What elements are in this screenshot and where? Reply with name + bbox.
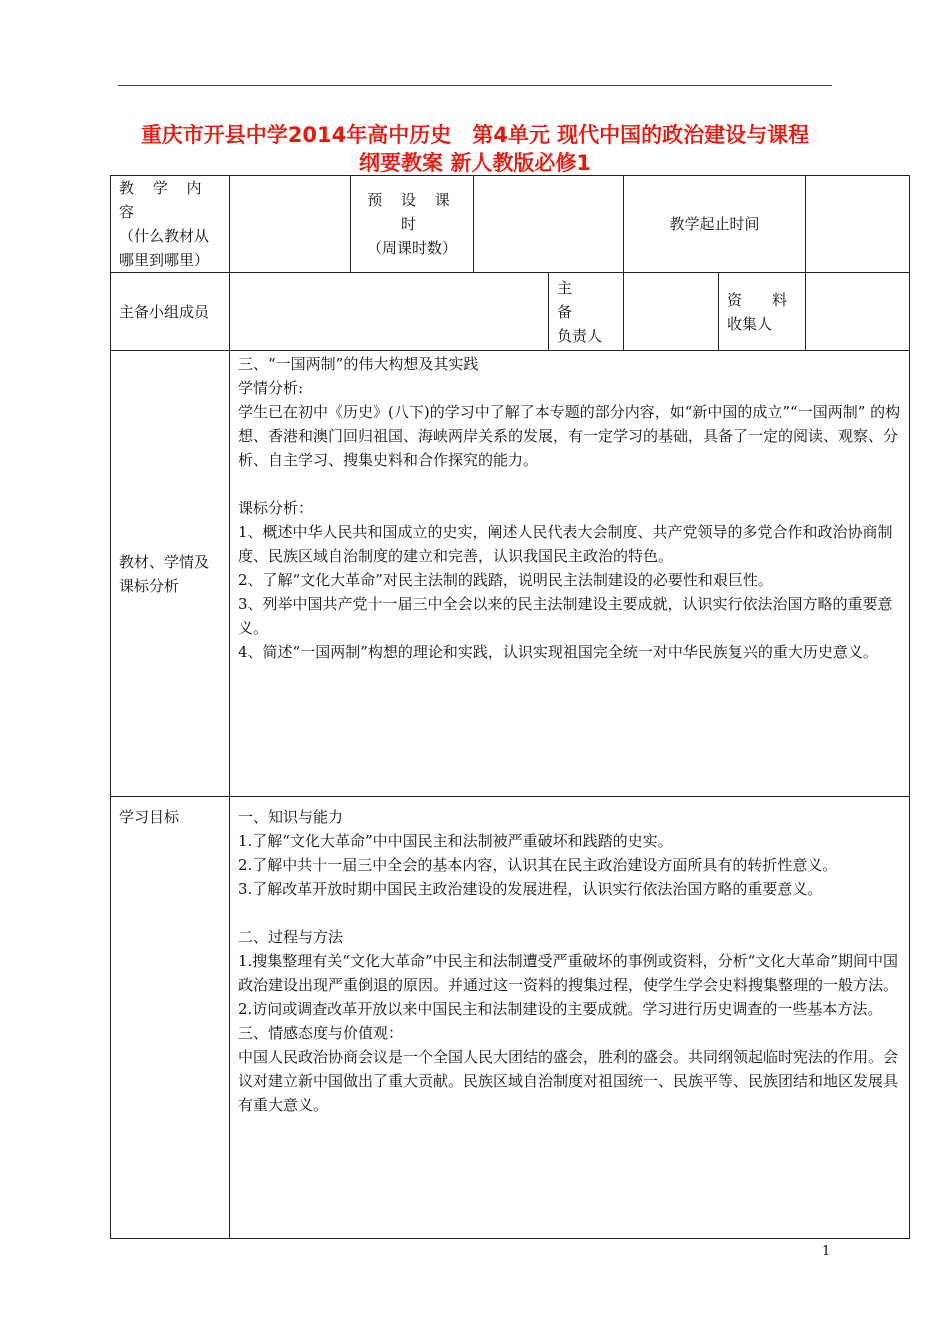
- table-row: [111, 797, 910, 1239]
- title-line-1: 重庆市开县中学2014年高中历史 第4单元 现代中国的政治建设与课程: [140, 123, 810, 147]
- analysis-line: 课标分析：: [238, 499, 314, 517]
- objectives-line: 1.了解“文化大革命”中中国民主和法制被严重破坏和践踏的史实。: [238, 832, 673, 850]
- objectives-line: 三、情感态度与价值观：: [238, 1024, 404, 1042]
- lesson-plan-table: [110, 175, 910, 1239]
- planned-hours-label: 预 设 课 时: [367, 191, 457, 233]
- teaching-time-label-cell: [624, 176, 806, 273]
- header-rule: [118, 85, 832, 86]
- objectives-line: 一、知识与能力: [238, 808, 344, 826]
- collector-label-cell: [719, 273, 806, 351]
- teaching-content-label: 教 学 内 容: [119, 179, 209, 221]
- table-row: [111, 273, 910, 351]
- objectives-label-cell: [111, 797, 230, 1239]
- objectives-line: 2.访问或调查改革开放以来中国民主和法制建设的主要成就。学习进行历史调查的一些基本方法。: [238, 1000, 883, 1018]
- analysis-line: 4、简述“一国两制”构想的理论和实践，认识实现祖国完全统一对中华民族复兴的重大历史意义。: [238, 643, 878, 661]
- members-label-cell: [111, 273, 230, 351]
- analysis-line: 2、了解“文化大革命”对民主法制的践踏，说明民主法制建设的必要性和艰巨性。: [238, 571, 773, 589]
- objectives-line: 二、过程与方法: [238, 928, 344, 946]
- collector-label-2: 收集人: [727, 314, 773, 333]
- teaching-content-sub1: （什么教材从: [119, 227, 210, 245]
- table-row: [111, 176, 910, 273]
- teaching-time-label: 教学起止时间: [669, 215, 760, 233]
- objectives-line: 2.了解中共十一届三中全会的基本内容，认识其在民主政治建设方面所具有的转折性意义。: [238, 856, 838, 874]
- lead-label-2: 负责人: [557, 326, 603, 345]
- objectives-line: 1.搜集整理有关“文化大革命”中民主和法制遭受严重破坏的事例或资料，分析“文化大革命”期间中国政治建设出现严重倒退的原因。并通过这一资料的搜集过程，使学生学会史料搜集整理的一般方法。: [238, 952, 899, 994]
- analysis-label-2: 课标分析: [119, 576, 180, 595]
- analysis-line: 三、“一国两制”的伟大构想及其实践: [238, 355, 479, 373]
- planned-hours-sub: （周课时数）: [366, 239, 457, 257]
- objectives-line: [238, 901, 901, 925]
- document-title: [110, 121, 840, 177]
- table-row: [111, 351, 910, 797]
- planned-hours-value-cell[interactable]: [474, 176, 624, 273]
- teaching-content-sub2: 哪里到哪里）: [119, 251, 210, 269]
- page-number: 1: [822, 1244, 831, 1259]
- collector-value-cell[interactable]: [806, 273, 910, 351]
- lead-label-1: 主 备: [557, 278, 603, 321]
- objectives-line: 中国人民政治协商会议是一个全国人民大团结的盛会，胜利的盛会。共同纲领起临时宪法的作用。会议对建立新中国做出了重大贡献。民族区域自治制度对祖国统一、民族平等、民族团结和地区发展具有重大意义。: [238, 1048, 899, 1114]
- title-line-2: 纲要教案 新人教版必修1: [359, 151, 591, 175]
- analysis-line: 3、列举中国共产党十一届三中全会以来的民主法制建设主要成就，认识实行依法治国方略的重要意义。: [238, 595, 893, 637]
- teaching-time-value-cell[interactable]: [806, 176, 910, 273]
- analysis-line: 学生已在初中《历史》(八下)的学习中了解了本专题的部分内容，如“新中国的成立”“一国两制” 的构想、香港和澳门回归祖国、海峡两岸关系的发展，有一定学习的基础，具备了一定的阅读、观察、分析、自主学习、搜集史料和合作探究的能力。: [238, 403, 901, 469]
- teaching-content-label-cell: [111, 176, 230, 273]
- lead-value-cell[interactable]: [624, 273, 719, 351]
- collector-label-1: 资 料: [727, 290, 788, 309]
- analysis-line: [238, 472, 901, 496]
- analysis-label-cell: [111, 351, 230, 797]
- objectives-label: 学习目标: [119, 808, 180, 826]
- lead-label-cell: [549, 273, 624, 351]
- objectives-line: 3.了解改革开放时期中国民主政治建设的发展进程，认识实行依法治国方略的重要意义。: [238, 880, 823, 898]
- members-value-cell[interactable]: [230, 273, 549, 351]
- teaching-content-value-cell[interactable]: [230, 176, 351, 273]
- analysis-line: 学情分析:: [238, 379, 304, 397]
- analysis-content-cell: [230, 351, 910, 797]
- planned-hours-label-cell: [351, 176, 474, 273]
- analysis-line: 1、概述中华人民共和国成立的史实，阐述人民代表大会制度、共产党领导的多党合作和政治协商制度、民族区域自治制度的建立和完善，认识我国民主政治的特色。: [238, 523, 893, 565]
- objectives-content-cell: [230, 797, 910, 1239]
- analysis-label-1: 教材、学情及: [119, 552, 210, 571]
- members-label: 主备小组成员: [119, 302, 210, 321]
